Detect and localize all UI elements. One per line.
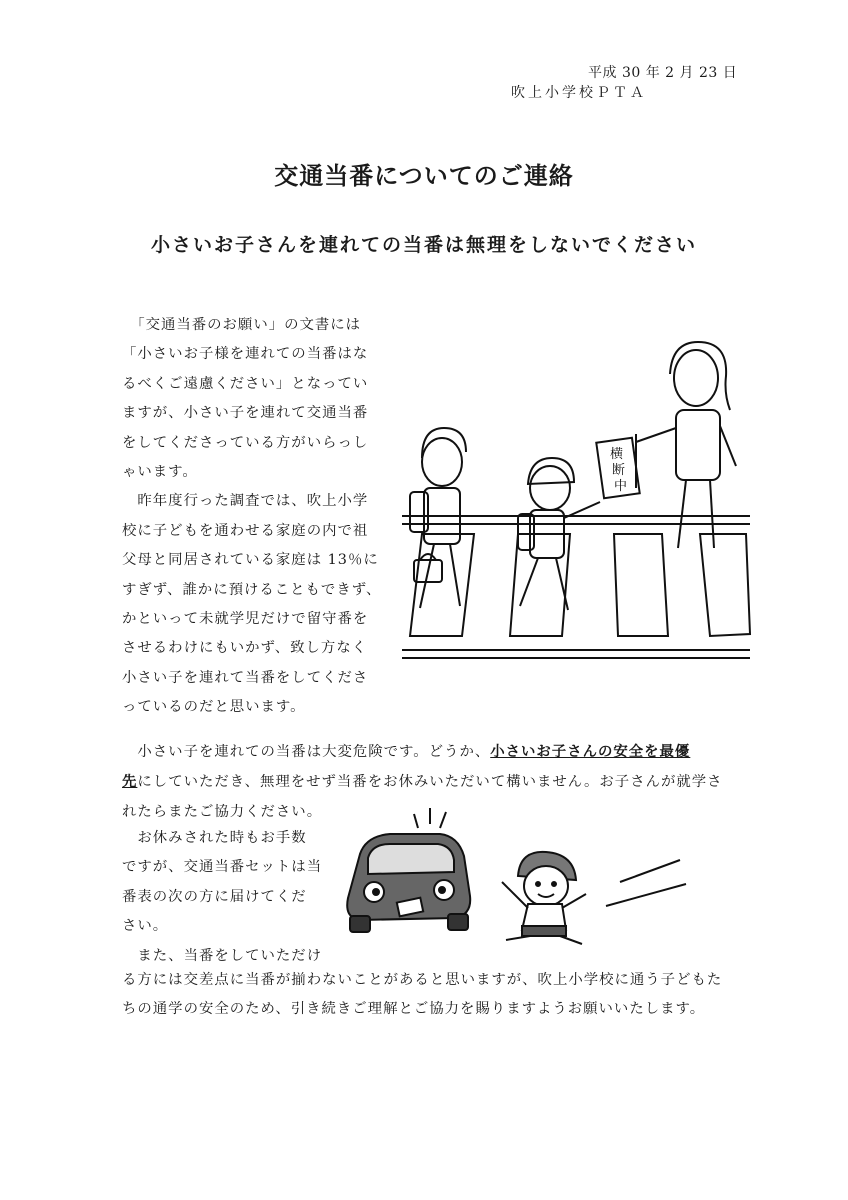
- text-line: [122, 767, 723, 797]
- organization-name: 吹上小学校ＰＴＡ: [511, 85, 647, 101]
- text-line: 昨年度行った調査では、吹上小学: [122, 493, 369, 510]
- text-line: 「小さいお子様を連れての当番はな: [122, 346, 369, 363]
- text-line: っているのだと思います。: [122, 699, 306, 716]
- text-segment: 小さい子を連れての当番は大変危険です。どうか、: [122, 744, 491, 760]
- text-line: れたらまたご協力ください。: [122, 803, 323, 820]
- text-line: 校に子どもを通わせる家庭の内で祖: [122, 522, 369, 539]
- text-line: さい。: [122, 918, 169, 935]
- crosswalk-illustration: [400, 338, 752, 678]
- flag-char: 中: [614, 479, 628, 494]
- text-segment: にしていただき、無理をせず当番をお休みいただいて構いません。お子さんが就学さ: [137, 774, 723, 791]
- emphasis-text: 小さいお子さんの安全を最優: [490, 743, 691, 760]
- document-title: 交通当番についてのご連絡: [274, 162, 574, 190]
- document-date: 平成 30 年 2 月 23 日: [588, 65, 738, 81]
- flag-char: 横: [610, 447, 624, 462]
- text-line: る方には交差点に当番が揃わないことがあると思いますが、吹上小学校に通う子どもた: [122, 972, 723, 988]
- flag-char: 断: [612, 463, 626, 478]
- text-line: させるわけにもいかず、致し方なく: [122, 640, 368, 657]
- emphasis-text: 先: [122, 773, 138, 791]
- paragraph-intro: [122, 311, 381, 723]
- text-line: 父母と同居されている家庭は 13％に: [122, 552, 379, 569]
- text-line: 番表の次の方に届けてくだ: [122, 888, 307, 905]
- text-line: ですが、交通当番セットは当: [122, 859, 323, 876]
- text-line: [122, 737, 723, 767]
- text-line: ゃいます。: [122, 464, 198, 481]
- text-line: ちの通学の安全のため、引き続きご理解とご協力を賜りますようお願いいたします。: [122, 1001, 706, 1018]
- car-child-illustration: [330, 800, 700, 960]
- document-subtitle: 小さいお子さんを連れての当番は無理をしないでください: [150, 234, 697, 256]
- text-line: また、当番をしていただけ: [122, 947, 323, 964]
- text-line: るべくご遠慮ください」となってい: [122, 375, 369, 392]
- text-line: すぎず、誰かに預けることもできず、: [122, 581, 382, 598]
- paragraph-closing: [122, 966, 722, 1025]
- text-line: をしてくださっている方がいらっし: [122, 434, 369, 451]
- text-line: ますが、小さい子を連れて交通当番: [122, 405, 369, 422]
- text-line: お休みされた時もお手数: [122, 830, 307, 846]
- text-line: 小さい子を連れて当番をしてくださ: [122, 669, 369, 686]
- text-line: かといって未就学児だけで留守番を: [122, 611, 369, 628]
- paragraph-handover: [122, 824, 322, 971]
- text-line: 「交通当番のお願い」の文書には: [122, 317, 362, 333]
